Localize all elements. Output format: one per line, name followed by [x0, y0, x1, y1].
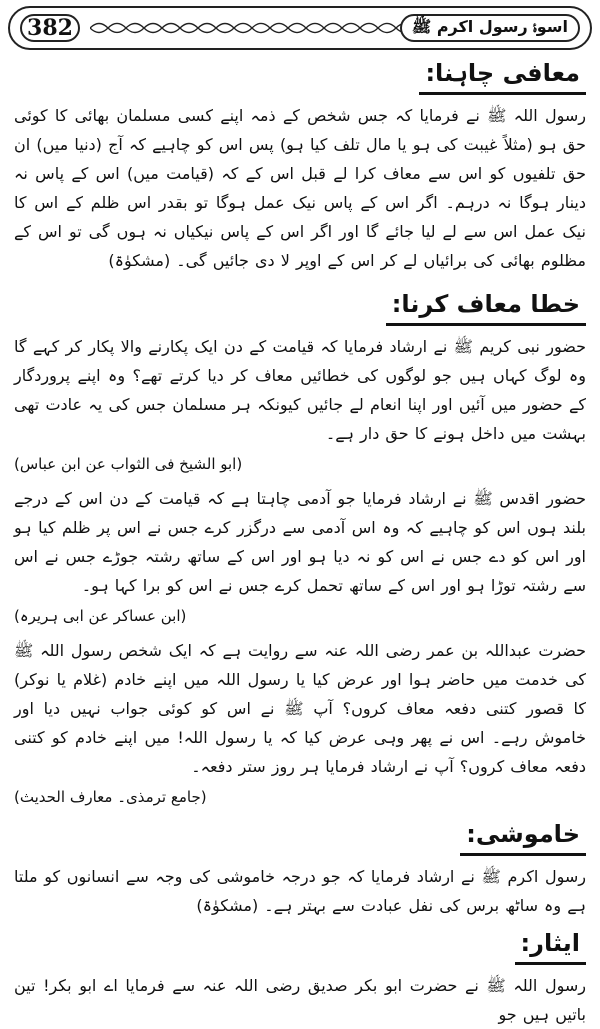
paragraph: حضور اقدس ﷺ نے ارشاد فرمایا جو آدمی چاہتا ہے کہ قیامت کے دن اس کے درجے بلند ہوں اس کو چاہیے کہ وہ اس آدمی سے درگزر کرے جس نے اس پر ظلم کیا ہو اور اس کو دے جس نے اس کو نہ دیا ہو اور اس کے ساتھ رشتہ جوڑے جس نے اس سے رشتہ توڑا ہو اور اس کے ساتھ تحمل کرے جس نے اس کو برا کہا ہو۔: [14, 489, 586, 595]
paragraph: رسول اللہ ﷺ نے فرمایا کہ جس شخص کے ذمہ اپنے کسی مسلمان بھائی کا کوئی حق ہو (مثلاً غیبت کی ہو یا مال تلف کیا ہو) پس اس کو چاہیے کہ آج (دنیا میں) ان حق تلفیوں کو اس سے معاف کرا لے قبل اس کے کہ (قیامت میں) اس کے پاس نہ دینار ہوگا نہ درہم۔ اگر اس کے پاس نیک عمل ہوگا تو بقدر اس ظلم کے اس کا نیک عمل اس سے لے لیا جائے گا اور اگر اس کے پاس نیکیاں نہ ہوں گی تو اس کے مظلوم بھائی کی برائیاں لے کر اس کے اوپر لا دی جائیں گی۔ (مشکوٰۃ): [14, 106, 586, 270]
citation: (ابو الشیخ فی الثواب عن ابن عباس): [14, 455, 243, 473]
book-title: اسوۂ رسول اکرم ﷺ: [400, 14, 580, 42]
section-forgiving-mistakes: [14, 287, 586, 811]
section-seeking-forgiveness: [14, 56, 586, 275]
section-heading: خاموشی:: [460, 817, 586, 856]
running-header: [8, 6, 592, 50]
section-heading: ایثار:: [515, 926, 586, 965]
section-heading: خطا معاف کرنا:: [386, 287, 586, 326]
citation: (جامع ترمذی۔ معارف الحدیث): [14, 788, 207, 806]
section-selflessness: [14, 926, 586, 1029]
page-content: [14, 54, 586, 1024]
paragraph: رسول اکرم ﷺ نے ارشاد فرمایا کہ جو درجہ خاموشی کی وجہ سے انسانوں کو ملتا ہے وہ ساٹھ برس کی نفل عبادت سے بہتر ہے۔ (مشکوٰۃ): [14, 867, 586, 915]
citation: (ابن عساکر عن ابی ہریرہ): [14, 607, 187, 625]
paragraph: رسول اللہ ﷺ نے حضرت ابو بکر صدیق رضی اللہ عنہ سے فرمایا اے ابو بکر! تین باتیں ہیں جو: [14, 976, 586, 1024]
page-number: 382: [20, 14, 80, 42]
section-heading: معافی چاہنا:: [419, 56, 586, 95]
section-silence: [14, 817, 586, 920]
paragraph: حضرت عبداللہ بن عمر رضی اللہ عنہ سے روایت ہے کہ ایک شخص رسول اللہ ﷺ کی خدمت میں حاضر ہوا اور عرض کیا یا رسول اللہ میں اپنے خادم (غلام یا نوکر) کا قصور کتنی دفعہ معاف کروں؟ آپ ﷺ نے اس کو کوئی جواب نہیں دیا اور خاموش رہے۔ اس نے پھر وہی عرض کیا کہ یا رسول اللہ! میں اپنے خادم کو کتنی دفعہ معاف کروں؟ آپ نے ارشاد فرمایا ہر روز ستر دفعہ۔: [14, 641, 586, 776]
paragraph: حضور نبی کریم ﷺ نے ارشاد فرمایا کہ قیامت کے دن ایک پکارنے والا پکار کر کہے گا وہ لوگ کہاں ہیں جو لوگوں کی خطائیں معاف کر دیا کرتے تھے؟ وہ اپنے پروردگار کے حضور میں آئیں اور اپنا انعام لے جائیں کیونکہ ہر مسلمان جس کی یہ عادت تھی بہشت میں داخل ہونے کا حق دار ہے۔: [14, 337, 586, 443]
